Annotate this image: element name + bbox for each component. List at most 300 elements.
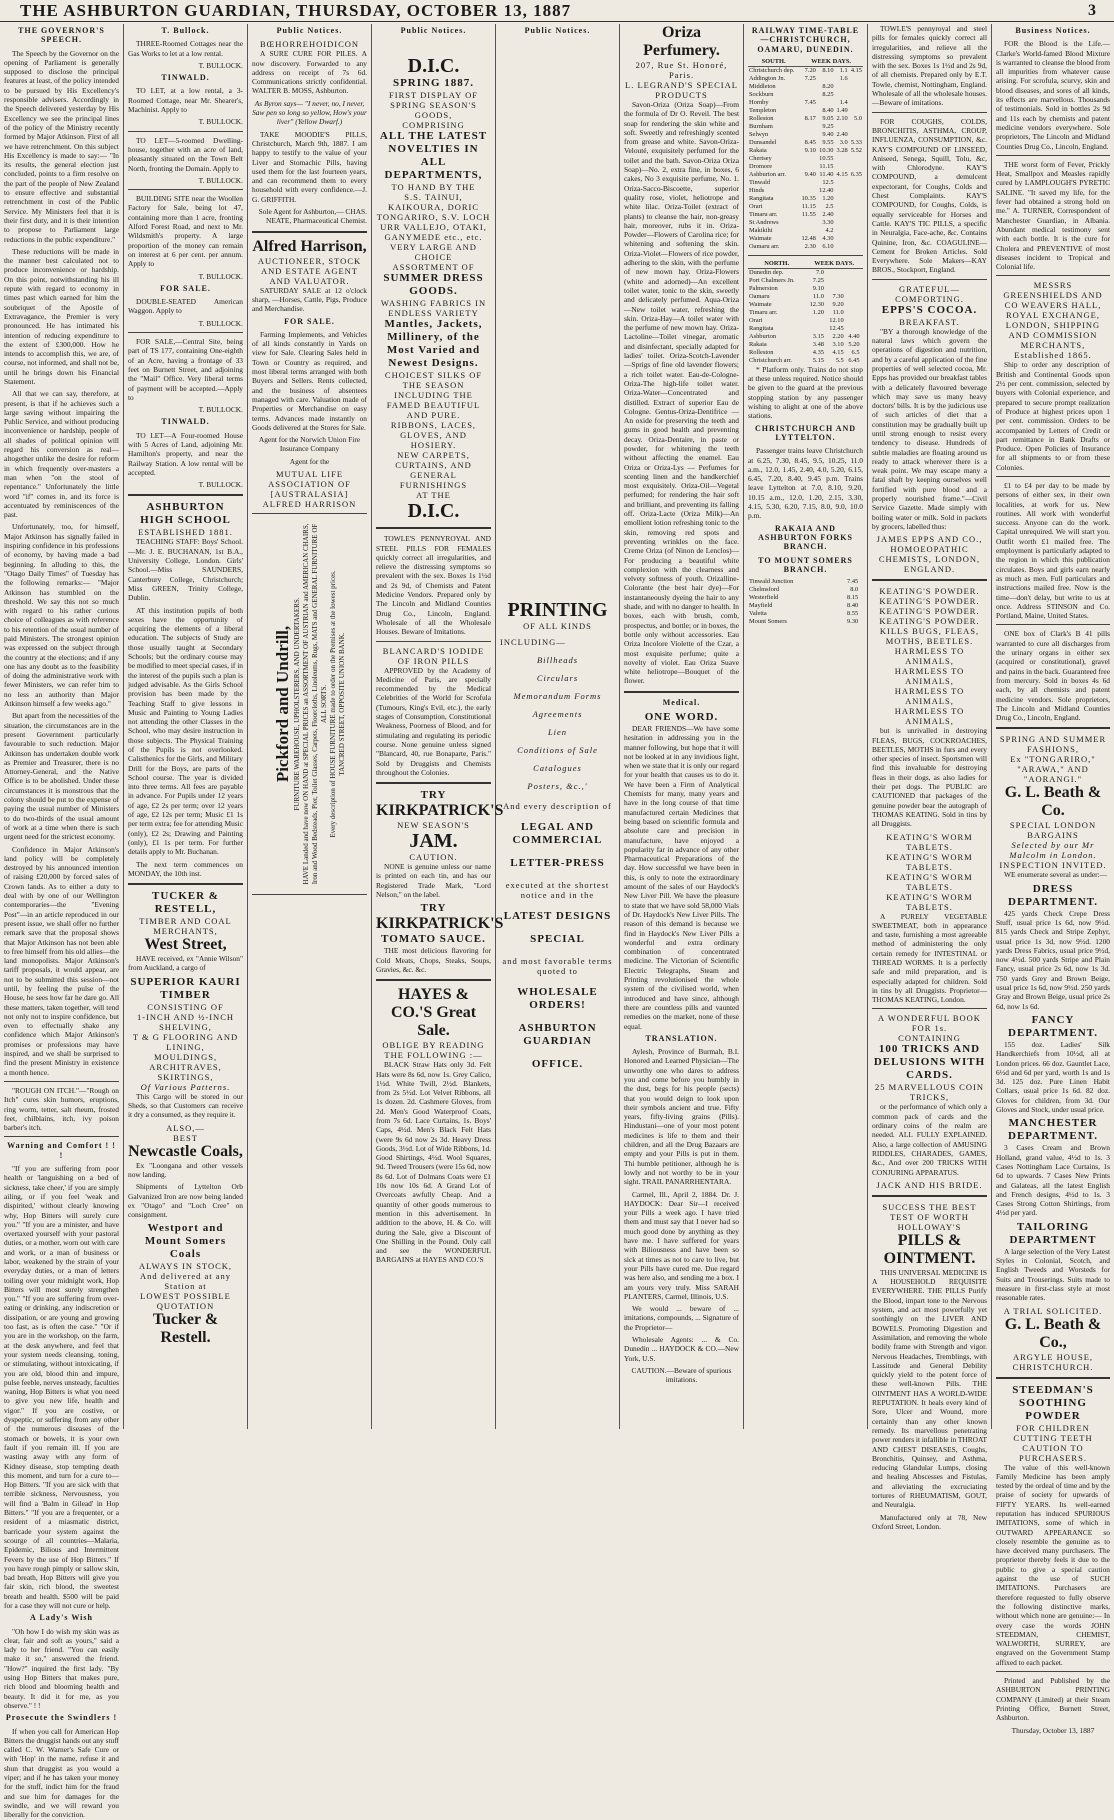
time-cell: 1.49 <box>836 106 848 114</box>
divider <box>376 527 491 529</box>
time-cell: 2.30 <box>804 242 816 250</box>
ad-head: TINWALD. <box>161 417 210 427</box>
printing-item: Posters, &c.,' <box>527 781 588 792</box>
also: ALSO,— <box>166 1122 205 1133</box>
new-season: NEW SEASON'S <box>397 820 470 831</box>
time-cell <box>835 155 849 163</box>
carpets-curtains: NEW CARPETS, CURTAINS, AND GENERAL FURNISHINGS <box>395 450 472 491</box>
timetable-row <box>748 309 863 317</box>
time-cell <box>849 235 863 243</box>
success-test: SUCCESS THE BEST TEST OF WORTH <box>882 1201 977 1222</box>
wonderful-book: A WONDERFUL BOOK FOR 1s. <box>878 1013 981 1034</box>
time-cell <box>845 317 861 325</box>
time-cell: 9.40 <box>804 170 816 178</box>
worm-tablets: KEATING'S WORM TABLETS. <box>886 851 973 872</box>
time-cell: 3.30 <box>822 218 834 226</box>
time-cell <box>861 285 863 293</box>
ad-text: DOUBLE-SEATED American Waggon. Apply to <box>128 297 243 316</box>
timetable-row <box>748 268 863 277</box>
fancy-text: 155 doz. Ladies' Silk Handkerchiefs from 10½d, all at London prices. 66 doz. Gauntlet Lace, 6½d and 6d per yard, worth 1s and 1s 3d. 125 doz. Pure Linen Habit Collars, usual price 1s 6d. 82 doz. Gloves for children, from 3d. Our Gloves and Stock, under usual price. <box>996 1039 1110 1115</box>
keating-text: but is unrivalled in destroying FLEAS, BUGS, COCKROACHES, BEETLES, MOTHS in furs and every other species of insect. Sportsmen will find this invaluable for destroying fleas in their dogs, as also ladies for their pet dogs. The PUBLIC are CAUTIONED that packages of the genuine powder bear the autograph of THOMAS KEATING. Sold in tins by all Druggists. <box>872 726 987 829</box>
legal-commercial: LEGAL AND COMMERCIAL <box>512 821 603 847</box>
towles-pills: TOWLE'S PENNYROYAL AND STEEL PILLS FOR FEMALES quickly correct all irregularities, and relieve the distressing symptoms so prevalent with the sex. Boxes 1s 1½d and 2s 9d, of Chemists and Patent Medicine Vendors. Prepared only by The Lincoln and Midland Counties Drug Co., Lincoln, England. Wholesale of all the Wholesale Houses. Beware of Imitations. <box>376 534 491 637</box>
station-name: Hinds <box>749 186 765 194</box>
gl-bargains: SPECIAL LONDON BARGAINS <box>1009 820 1097 841</box>
time-cell: 8.40 <box>822 106 834 114</box>
manchester-text: 3 Cases Cream and Brown Holland, grand value, 4½d to 1s. 3 Cases Nottingham Lace Curtains, 1s 6d to upwards. 7 Cases New Prints and Galateas, all the latest English and French designs, 4½d to 1s. 3 Cases Strong Cotton Shirtings, from 4½d per yard. <box>996 1143 1110 1218</box>
ad-sign: T. BULLOCK. <box>198 175 243 185</box>
hop-bitters-advert: "If you are suffering from poor health or 'languishing on a bed of sickness, take cheer,' if you are simply ailing, or if you feel 'weak and dispirited,' without clearly knowing why, Hop Bitters will surely cure you." "If you are a minister, and have overtaxed yourself with your pastoral duties, or a mother, worn out with care and work, or a man of business or labor, weakened by the strain of your everyday duties, or a man of letters toiling over your midnight work, Hop Bitters will most surely strengthen you." "If you are suffering from over-eating or drinking, any indiscretion or dissipation, or are young and growing too fast, as is often the case." "Or if you are in the workshop, on the farm, at the desk anywhere, and feel that your system needs cleansing, toning, or stimulating, without intoxicating, if you are old, blood thin and impure, pulse feeble, nerves unsteady, faculties waning, Hop Bitters is what you need to give you new life, health and vigor." If you are costive, or dyspeptic, or suffering from any other of the numerous diseases of the stomach or bowels, it is your own fault if you remain ill. If you are wasting away with any form of Kidney disease, stop tempting death this moment, and turn for a cure to—Hop Bitters. "If you are sick with that terrible sickness, Nervousness, you will find a 'Balm in Gilead' in Hop Bitters." "If you are a frequenter, or a resident of a miasmatic district, barricade your system against the scourge of all countries—Malaria, Epidemic, Bilious and Intermittent Fevers by the use of Hop Bitters." If you have rough pimply or sallow skin, bad breath, Hop Bitters will give you fair skin, rich blood, the sweetest breath and health. $500 will be paid for a case they will not cure or help. <box>4 1164 119 1610</box>
carmel-letter: Carmel, Ill., April 2, 1884. Dr. J. HAYDOCK: Dear Sir—I received your Pills a week ago. I have tried them and must say that I never had so much good done by anything as they have me. I have suffered for years with Biliousness and have been so sick at times as not to care to live, but your Pills have cured me. Due regard was here also, and sending me a box. I am yours very truly. Miss SARAH PLANTERS, Carmel, Illinois, U.S. <box>624 1189 739 1301</box>
station-name: Middleton <box>749 82 776 90</box>
tg-flooring: T & G FLOORING AND LINING, <box>132 1031 239 1052</box>
ad-text: BUILDING SITE near the Woollen Factory for Sale, being lot 47, containing more than 1 acre, fronting Alford Forest Road, and next to Mr. Wildsmith's property. A large proportion of the money can remain on interest at 6 per cent. per annum. Apply to <box>128 194 243 269</box>
caution-text: NONE is genuine unless our name is printed on each tin, and has our Registered Trade Mark, "Lord Nelson," on the label. <box>376 862 491 900</box>
timetable-row <box>748 243 863 251</box>
time-cell <box>849 99 863 107</box>
station-name: Hornby <box>749 98 769 106</box>
time-cell <box>799 219 817 227</box>
hayes-title: HAYES & CO.'S Great Sale. <box>390 986 477 1040</box>
letter-press: LETTER-PRESS <box>510 857 605 870</box>
time-cell: 8.10 <box>822 66 834 74</box>
pickford-name: Pickford and Undrill, <box>272 625 292 783</box>
time-cell <box>859 618 863 626</box>
station-name: Christchurch arr. <box>749 356 792 364</box>
time-cell: 9.10 <box>804 146 816 154</box>
time-cell <box>861 268 863 277</box>
oriza-subtitle: L. LEGRAND'S SPECIAL PRODUCTS <box>625 80 738 100</box>
time-cell: 10.35 <box>801 194 816 202</box>
timetable-row <box>748 341 863 349</box>
oriza-address: 207, Rue St. Honoré, Paris. <box>635 60 728 80</box>
time-cell <box>849 227 863 235</box>
time-cell: 3.28 <box>836 146 848 154</box>
divider <box>376 979 491 981</box>
very-large: VERY LARGE AND CHOICE <box>390 242 477 263</box>
time-cell: 4.40 <box>848 332 860 340</box>
timetable-row <box>748 83 863 91</box>
swindlers-text: If when you call for American Hop Bitters the druggist hands out any stuff called C. W. Warner's Safe Cure or with 'Hop' in the name, refuse it and shun that druggist as you would a viper; and if he has taken your money for the stuff, indict him for the fraud and sue him for damages for the swindle, and we will reward you liberally for the conviction. <box>4 1726 119 1820</box>
steedman-text: The value of this well-known Family Medicine has been amply tested by the ordeal of time and by the praise of society for upwards of FIFTY YEARS. Its well-earned reputation has induced SPURIOUS IMITATIONS, some of which in OUTWARD APPEARANCE so closely resemble the genuine as to have deceived many purchasers. The proprietor thereby feels it due to the public to give a special caution against the use of SUCH IMITATIONS. Purchasers are therefore requested to fully observe the following distinctive marks, without which none are genuine:— In every case the words JOHN STEEDMAN, CHEMIST, WALWORTH, SURREY, are engraved on the Government Stamp affixed to each packet. <box>996 1462 1110 1667</box>
time-cell <box>825 277 845 285</box>
time-cell <box>835 243 849 251</box>
station-name: Burnham <box>749 122 773 130</box>
timetable-row <box>748 277 863 285</box>
ad-head: FOR SALE. <box>160 283 211 293</box>
ad-sign: T. BULLOCK. <box>198 318 243 328</box>
time-cell: 9.55 <box>822 138 834 146</box>
divider <box>128 332 243 333</box>
time-cell <box>835 91 849 99</box>
timetable-row <box>748 107 863 115</box>
all-the-latest: ALL THE LATEST <box>379 130 488 143</box>
byron-poem: As Byron says— "I never, no, I never, Saw pen so long so yellow, How's your liver" (Yellow Dwarf.) <box>252 98 367 127</box>
tucker-sign: Tucker & Restell. <box>152 1311 219 1347</box>
time-cell: 1.4 <box>839 98 848 106</box>
lyttelton-text: Passenger trains leave Christchurch at 6.25, 7.30, 8.45, 9.5, 10.25, 11.0 a.m., 12.0, 1.45, 2.40, 4.0, 5.20, 6.15, 6.45, 7.20, 8.40, 9.45 p.m. Trains leave Lyttelton at 7.0, 8.10, 9.20, 10.15 a.m., 12.0, 1.20, 2.15, 3.30, 4.15, 5.30, 6.20, 7.15, 8.0, 9.0, 10.0 p.m. <box>748 446 863 521</box>
ad-head: TINWALD. <box>161 73 210 83</box>
timetable-row <box>748 325 863 333</box>
holloways: HOLLOWAY'S <box>897 1221 962 1232</box>
time-cell <box>861 333 863 341</box>
timetable-row <box>748 586 863 594</box>
timetable-row <box>748 301 863 309</box>
try: TRY <box>420 789 447 802</box>
printing-item: Lien <box>547 727 568 738</box>
time-cell <box>849 243 863 251</box>
station-name: Selwyn <box>749 130 769 138</box>
article-paragraph: These reductions will be made in the manner best calculated not to produce inconvenience or hardship. On this point, notwithstanding his ill repute with regard to economy in times past which earned for him the soubriquet of the Apostle of Extravagance, the Premier is very pronounced. He has intimated his intention of reducing expenditure to the extent of £300,000. How he intends to accomplish this, we are, of course, not informed, and shall not be, until he brings down his Financial Statement. <box>4 246 119 386</box>
harmless: HARMLESS TO ANIMALS, <box>894 686 965 707</box>
departments: DEPARTMENTS, <box>384 169 483 182</box>
time-cell <box>835 203 849 211</box>
gl-beath-2: G. L. Beath & Co., <box>1004 1315 1102 1351</box>
to-hand: TO HAND BY THE <box>391 182 476 193</box>
timetable-row <box>748 75 863 83</box>
time-cell: 8.17 <box>804 114 816 122</box>
timetable-row <box>748 171 863 179</box>
time-cell: 12.5 <box>822 178 834 186</box>
article-paragraph: But apart from the necessities of the situation, the circumstances are in the present Government particularly favourable to such reduction. Major Atkinson has undertaken double work as Premier and Treasurer, there is no Attorney-General, and the Native Office is to be abolished. Under these circumstances it is monstrous that the colony should be put to the expense of paying the usual number of Ministers to do two-thirds of the usual amount of work at a time when there is such urgent need for the strictest economy. <box>4 711 119 842</box>
time-cell <box>849 179 863 187</box>
towles-pills-2: TOWLE'S pennyroyal and steel pills for females quickly correct all irregularities, and relieve all the distressing symptoms so prevalent with the sex. Boxes 1s 1½d and 2s 9d, of all chemists. Prepared only by E.T. Towle, chemist, Nottingham, England. Wholesale of all the wholesale houses.—Beware of imitations. <box>872 24 987 108</box>
time-cell <box>861 293 863 301</box>
time-cell: 4.2 <box>825 226 834 234</box>
divider <box>872 112 987 113</box>
timetable-row <box>748 349 863 357</box>
time-cell <box>799 155 817 163</box>
time-cell: 3.15 <box>812 332 824 340</box>
ribbons-laces: RIBBONS, LACES, GLOVES, AND HOSIERY. <box>390 420 477 451</box>
time-cell <box>849 195 863 203</box>
divider <box>996 1671 1110 1672</box>
divider <box>128 131 243 132</box>
timetable-row <box>748 293 863 301</box>
time-cell: 6.35 <box>850 170 862 178</box>
timetable-row <box>748 203 863 211</box>
time-cell <box>845 309 861 317</box>
printing-item: Catalogues <box>533 763 582 774</box>
time-cell <box>845 285 861 293</box>
pills-ointment: PILLS & OINTMENT. <box>883 1231 976 1267</box>
one-word-title: ONE WORD. <box>644 711 719 723</box>
dic-title-2: D.I.C. <box>407 500 460 523</box>
spring-1887: SPRING 1887. <box>392 77 475 90</box>
school-text: AT this institution pupils of both sexes have the opportunity of acquiring the elements of a liberal education. The subjects of Study are those usually taught at Secondary Schools; but the ordinary course may be modified to meet special cases, if in the interest of the pupils such a plan is judged advisable. As the Girls School provision has been made by the Teaching Staff to give lessons in Music and Painting to Young Ladies not attending the other Classes in the School, who may desire instruction in those subjects. The Physical Training of the Pupils is not overlooked. Calisthenics for the Girls, and Military Drill for the Boys, are parts of the School course. The year is divided into three terms. All fees are payable in advance. For Pupils under 12 years of age, £2 2s per term; over 12 years of age, £2 12s per term; Music £1 1s per term extra; fee for attending Music (only), £2 2s; Drawing and Painting (only), £1 1s per term. For further details apply to Mr. Buchanan. <box>128 605 243 857</box>
station-name: Makikihi <box>749 226 773 234</box>
time-cell: 2.40 <box>836 130 848 138</box>
divider <box>872 1008 987 1009</box>
time-cell <box>861 277 863 285</box>
time-cell: 9.10 <box>812 284 824 292</box>
including: INCLUDING— <box>500 637 566 648</box>
agent-for: Agent for the <box>289 456 330 466</box>
saturday-sale: SATURDAY SALE at 12 o'clock sharp, —Horses, Cattle, Pigs, Produce and Merchandise. <box>252 285 367 314</box>
printing-item: Memorandum Forms <box>513 691 602 702</box>
dic-title: D.I.C. <box>407 55 460 78</box>
harmless: HARMLESS TO ANIMALS, <box>894 666 965 687</box>
station-name: Orari <box>749 316 763 324</box>
timetable-row <box>748 187 863 195</box>
hayes-subtitle: OBLIGE BY READING THE FOLLOWING :— <box>382 1040 485 1061</box>
time-cell: 12.10 <box>829 316 844 324</box>
pickford-note: Every description of HOUSE FURNITURE made to order on the Premises at the lowest prices. <box>328 570 337 838</box>
time-cell: 7.30 <box>832 292 844 300</box>
page-number: 3 <box>1088 1 1096 19</box>
timetable-row <box>748 317 863 325</box>
timetable-row <box>748 123 863 131</box>
time-cell: 5.33 <box>850 138 862 146</box>
school-established: ESTABLISHED 1881. <box>138 527 233 538</box>
time-cell <box>799 131 817 139</box>
time-cell <box>799 107 817 115</box>
dress-text: 425 yards Check Crepe Dress Stuff, usual price 1s 6d, now 9½d. 815 yards Check and Stripe Zephyr, usual price 1s 3d, now 9½d. 1200 yards Dress Fabrics, usual price 9½d, now 4½d. 500 yards Stripe and Plain Fancy, usual price 2s 6d, now 1s 3d. 750 yards Grey and Brown Beige, usual price 1s 6d, now 9½d. 250 yards Gray and Brown Beige, usual price 2s 6d, now 1s 6d. <box>996 908 1110 1011</box>
weekdays-label: WEEK DAYS. <box>799 58 863 67</box>
timetable-row <box>748 147 863 155</box>
haydock-agents: Wholesale Agents: ... & Co. Dunedin ... HAYDOCK & CO.—New York, U.S. <box>624 1335 739 1363</box>
tailoring-dept: TAILORING DEPARTMENT <box>1009 1220 1097 1246</box>
ships-list: S.S. TAINUI, KAIKOURA, DORIC TONGARIRO, S.V. LOCH URR VALLEJO, OTAKI, GANYMEDE etc., etc. <box>376 192 491 243</box>
column-2 <box>124 24 248 1429</box>
hayes-text: BLACK Straw Hats only 3d. Felt Hats were 8s 6d, now 1s. Grey Calico, 1½d. White Twill, 2½d. Blankets, from 2s 5½d. Lot Velvet Ribbons, all 1s dozen. 2d. Cashmere Gloves, from 2d. Men's Good Waterproof Coats, from 7s 6d. Lace Curtains, 1s. Boys' Caps, 4½d. Men's Black Felt Hats (were 9s 6d now 2s 3d. Heavy Dress Goods, 3½d. Lot of Wide Ribbons, 1d. Good Shirtings, 4½d. Wool Squares, 9d. Tweed Trousers (were 15s 6d, now 8s 6d. Lot of Dolmans Coats were £1 10s now 10s 6d. A Grand Lot of Overcoats awfully Cheap. And a quantity of other goods numerous to mention in this advertisement. In addition to the above, H. & Co. will during the Sale, give a Discount of One Shilling in the Pound. Only call and see the WONDERFUL BARGAINS at HAYES AND CO.'S <box>376 1060 491 1265</box>
station-name: Palmerston <box>749 284 778 292</box>
westport-coals: Westport and Mount Somers Coals <box>144 1222 227 1261</box>
translation-title: TRANSLATION. <box>645 1033 718 1043</box>
timetable-row <box>748 235 863 243</box>
kills-bugs: KILLS BUGS, FLEAS, MOTHS, BEETLES. <box>879 626 980 647</box>
time-cell: 9.20 <box>832 300 844 308</box>
lyttelton-iron: Shipments of Lyttelton Orb Galvanized Iron are now being landed ex "Otago" and "Loch Cree" on consignment. <box>128 1182 243 1220</box>
time-cell: 5.0 <box>854 114 862 122</box>
school-title: ASHBURTON HIGH SCHOOL <box>140 501 231 527</box>
time-cell: 4.15 <box>850 66 862 74</box>
time-cell <box>845 325 861 333</box>
time-cell <box>849 91 863 99</box>
blancard-title: BLANCARD'S IODIDE OF IRON PILLS <box>382 645 485 666</box>
office: OFFICE. <box>531 1058 584 1071</box>
mouldings: MOULDINGS, ARCHITRAVES, SKIRTINGS, <box>149 1051 222 1082</box>
ad-text: TO LET, at a low rental, a 3-Roomed Cottage, near Mr. Shearer's, Machinist. Apply to <box>128 86 243 115</box>
tucker-text: HAVE received, ex "Annie Wilson" from Auckland, a cargo of <box>128 954 243 973</box>
favorable: and most favorable terms quoted to <box>502 956 613 977</box>
blancard-text: APPROVED by the Academy of Medicine of Paris, are specially recommended by the Medical Celebrities of the World for Scrofula (Tumours, King's Evil, etc.), the early stages of Consumption, Constitutional Weakness, Poorness of Blood, and for stimulating and regulating its periodic course. None genuine unless signed "Blancard, 40, rue Bonaparte, Paris." Sold by Druggists and Chemists throughout the Colonies. <box>376 665 491 777</box>
article-paragraph: The Speech by the Governor on the opening of Parliament is generally supposed to disclose the principal features at least, of the policy intended to be pursued by His Excellency's responsible advisers. Accordingly in the Speech delivered yesterday by His Excellency we see the principal lines of the policy of the Ministry recently formed by Major Atkinson. First of all we have retrenchment. On this subject His Excellency is made to say:— "In its results, the general election just concluded, points to a firm resolve on the part of the people of New Zealand to ensure effective and substantial retrenchment in cost of the Public Service. My Ministers feel that it is their first duty, and it is their intention to propose to Parliament large reductions in the public expenditure." <box>4 48 119 244</box>
station-name: Oamaru <box>749 292 770 300</box>
ad-sign: T. BULLOCK. <box>198 405 243 415</box>
time-cell: 8.25 <box>822 90 834 98</box>
executed: executed at the shortest notice and in the <box>505 880 610 901</box>
time-cell: 10.55 <box>819 154 834 162</box>
timetable-row <box>748 91 863 99</box>
column-6 <box>620 24 744 1429</box>
divider <box>128 494 243 496</box>
timetable-row <box>748 610 863 618</box>
time-cell <box>817 75 835 83</box>
time-cell: 3.0 <box>839 138 848 146</box>
station-name: Ashburton arr. <box>749 170 786 178</box>
ad-text: TO LET—5-roomed Dwelling-house, together with an acre of land, pleasantly situated on the Town Belt North, fronting the Domain. Apply to <box>128 135 243 173</box>
time-cell: 11.15 <box>801 202 816 210</box>
kays-coughs: FOR COUGHS, COLDS, BRONCHITIS, ASTHMA, CROUP, INFLUENZA, CONSUMPTION, &c. KAY'S COMPOUND OF LINSEED, Aniseed, Senega, Squill, Tolu, &c, with Chlorodyne. KAY'S COMPOUND, a demulcent expectorant, for Coughs, Colds and Chest Complaints. KAY'S COMPOUND, for Coughs, Colds, is equally serviceable for Horses and Cattle. KAY'S TIC PILLS, a specific in Neuralgia, Face-ache, &c. Contains Quinine, Iron, &c. COAGULINE—Cement for Broken Articles. Sold Everywhere. Sole Makers—KAY BROS., Stockport, England. <box>872 116 987 275</box>
time-cell: 10.30 <box>819 146 834 154</box>
rough-on-itch-notice: "ROUGH ON ITCH."—"Rough on Itch" cures skin humors, eruptions, ring worm, tetter, salt rheum, frosted feet, chilblains, itch, ivy poison barber's itch. <box>4 1085 119 1133</box>
time-cell <box>825 268 845 277</box>
alfred-sign: ALFRED HARRISON <box>262 498 357 509</box>
time-cell <box>859 594 863 602</box>
time-cell <box>799 83 817 91</box>
masthead-title: THE ASHBURTON GUARDIAN, THURSDAY, OCTOBER 13, 1887 <box>20 0 572 20</box>
article-paragraph: All that we can say, therefore, at present, is that if he achieves such a large saving without impairing the Public Service, and without producing inconvenience or hardship, people of all shades of political opinion will regard his conversion as real—altogether unlike the desire for reform in which frequently over-masters a man when "on the stool of repentance." Unfortunately the little word "if" comes in, and its force is accentuated by reminiscences of the past. <box>4 389 119 520</box>
tucker-street: West Street, <box>144 936 227 954</box>
time-cell <box>799 179 817 187</box>
money-advert: £1 to £4 per day to be made by persons of either sex, in their own localities, at work for us. New routines. All work with wonderful success. Anyone can do the work. Capital unrequired. We will start you. Outfit worth £1 mailed free. The employment is particularly adapted to the region in which this publication circulates. Boys and girls earn nearly as much as men. Full particulars and instructions mailed free. Now is the time—don't delay, but write to us at once. Address STINSON and Co. Portland, Maine, United States. <box>996 480 1110 621</box>
time-cell <box>849 131 863 139</box>
section-head: Public Notices. <box>524 26 591 35</box>
time-cell <box>859 578 863 586</box>
medical-head: Medical. <box>662 697 701 707</box>
tricks: 100 TRICKS AND DELUSIONS WITH CARDS. <box>873 1043 986 1082</box>
station-name: Waimate <box>749 234 772 242</box>
pyretic-saline: THE worst form of Fever, Prickly Heat, Smallpox and Measles rapidly cured by LAMPLOUGH'S PYRETIC SALINE. "It saved my life, for the fever had obtained a strong hold on me." A. TURNER, Correspondent of Manchester Guardian, in Albania. Abundant medical testimony sent with each bottle. It is the cure for Cholera and PREVENTIVE of most diseases incident to Tropical and Colonial life. <box>996 159 1110 272</box>
time-cell: 1.1 <box>839 66 848 74</box>
time-cell <box>849 123 863 131</box>
column-8 <box>868 24 992 1531</box>
time-cell: 7.25 <box>804 74 816 82</box>
timetable-south <box>748 58 863 251</box>
timetable-row <box>748 578 863 586</box>
steedman-subtitle: FOR CHILDREN CUTTING TEETH <box>1013 1422 1093 1443</box>
jam: JAM. <box>409 830 458 853</box>
first-display: FIRST DISPLAY OF SPRING SEASON'S GOODS, <box>389 90 478 121</box>
divider <box>872 279 987 280</box>
timetable-row <box>748 594 863 602</box>
timetable-row <box>748 357 863 365</box>
time-cell <box>799 227 817 235</box>
jack-and-bride: JACK AND HIS BRIDE. <box>876 1179 983 1190</box>
time-cell: 12.30 <box>809 300 824 308</box>
station-name: Sockburn <box>749 90 774 98</box>
best: BEST <box>173 1132 198 1143</box>
time-cell: 7.0 <box>815 268 824 276</box>
time-cell: 5.15 <box>812 356 824 364</box>
time-cell <box>861 325 863 333</box>
time-cell: 5.20 <box>848 340 860 348</box>
time-cell: 2.40 <box>822 210 834 218</box>
time-cell: 4.15 <box>836 170 848 178</box>
station-name: Rolleston <box>749 348 774 356</box>
time-cell <box>861 357 863 365</box>
time-cell <box>835 195 849 203</box>
section-head: Business Notices. <box>1015 26 1091 35</box>
station-name: Timaru arr. <box>749 308 778 316</box>
pickford-text: HAVE Landed and have now ON HAND at SPECIAL PRICES an ASSORTMENT OF AUSTRIAN and AMERICAN CHAIRS, Iron and Wood Bedsteads, Pier, Toilet Glasses, Carpets, Floorcloths, Linoleums, Rugs, MATS and GENERAL FURNITURE OF ALL SORTS. <box>301 523 328 885</box>
worm-tablets: KEATING'S WORM TABLETS. <box>886 831 973 852</box>
time-cell: 8.40 <box>847 602 859 610</box>
greenshields-text: Ship to order any description of British and Continental Goods upon 2½ per cent. commission, selected by buyers with Colonial experience, and prepared to secure prompt realization of Produce at highest prices upon 1 per cent. commission. Orders to be accompanied by Letters of Credit or part remittance in Bank Drafts or Produce. Open Policies of Insurance for all shipments to or from these Colonies. <box>996 360 1110 472</box>
norwich-agent: Agent for the Norwich Union Fire Insurance Company <box>258 435 361 454</box>
time-cell: 3.10 <box>832 340 844 348</box>
mutual-life: MUTUAL LIFE ASSOCIATION OF [AUSTRALASIA] <box>268 468 351 499</box>
time-cell: 4.35 <box>812 348 824 356</box>
station-name: Port Chalmers Jn. <box>749 276 795 284</box>
divider <box>4 1081 119 1082</box>
neate-agent: Sole Agent for Ashburton,— CHAS. NEATE, Pharmaceutical Chemist. <box>258 207 367 226</box>
station-name: Addington Jn. <box>749 74 786 82</box>
spring-fashions: SPRING AND SUMMER FASHIONS, <box>999 734 1107 755</box>
time-cell <box>845 293 861 301</box>
for-sale-text: Farming Implements, and Vehicles of all kinds constantly in Yards on view for Sale. Clearing Sales held in Town or Country as required, and most liberal terms arranged with both Buyers and Sellers. Rents collected, and the business of absentees managed with care. Valuation made of Properties or Merchandise on easy terms. Advances made instantly on Goods delivered at the Stores for Sale. <box>252 329 367 432</box>
caution: CAUTION. <box>409 852 458 863</box>
of-all-kinds: OF ALL KINDS <box>523 621 592 632</box>
station-name: Ashburton <box>749 332 776 340</box>
mantles-jackets: Mantles, Jackets, Millinery, of the Most Varied and Newest Designs. <box>384 318 483 370</box>
masthead <box>0 0 1114 22</box>
ad-text: THREE-Roomed Cottages near the Gas Works to let at a low rental. <box>128 39 243 58</box>
greenshields-title: MESSRS GREENSHIELDS AND CO WEAVERS HALL, ROYAL EXCHANGE, LONDON, SHIPPING AND COMMISSION MERCHANTS, Established 1865. <box>1003 280 1103 361</box>
epps-text: "BY a thorough knowledge of the natural laws which govern the operations of digestion and nutrition, and by a careful application of the fine properties of well selected cocoa, Mr. Epps has provided our breakfast tables with a delicately flavoured beverage which may save us many heavy doctors' bills. It is by the judicious use of such articles of diet that a constitution may be gradually built up until strong enough to resist every tendency to disease. Hundreds of subtle maladies are floating around us ready to attack wherever there is a weak point. We may escape many a fatal shaft by keeping ourselves well fortified with pure blood and a properly nourished frame."—Civil Service Gazette. Made simply with boiling water or milk. Sold in packets by grocers, labelled thus: <box>872 326 987 531</box>
time-cell: 4.15 <box>832 348 844 356</box>
ad-sign: T. BULLOCK. <box>198 480 243 490</box>
divider <box>376 641 491 642</box>
time-cell: 1.20 <box>822 194 834 202</box>
gl-selected: Selected by our Mr Malcolm in London. <box>1009 840 1097 861</box>
column-9 <box>992 24 1114 1735</box>
moodie-pills: TAKE MOODIE'S PILLS, Christchurch, March 9th, 1887. I am happy to testify to the value of your Liver and Stomachic Pills, having used them for the last fourteen years, and can recommend them to every household with every confidence.—J. G. GRIFFITH. <box>252 129 367 204</box>
oriza-title: Oriza Perfumery. <box>643 24 720 59</box>
station-name: Tinwald <box>749 178 771 186</box>
station-name: St Andrews <box>749 218 779 226</box>
haydock-warning: We would ... beware of ... imitations, compounds, ... Signature of the Proprietor— <box>624 1304 739 1332</box>
worm-tablets: KEATING'S WORM TABLETS. <box>886 871 973 892</box>
time-cell: 11.55 <box>801 210 816 218</box>
station-name: Rakaia <box>749 146 767 154</box>
choicest-silks: CHOICEST SILKS OF THE SEASON INCLUDING THE FAMED BEAUTIFUL AND PURE. <box>384 370 483 421</box>
time-cell: 8.55 <box>847 610 859 618</box>
station-name: Dunedin dep. <box>749 268 784 276</box>
time-cell: 11.40 <box>819 170 834 178</box>
divider <box>748 255 863 256</box>
time-cell <box>849 211 863 219</box>
station-name: Valetta <box>749 610 767 618</box>
ad-sign: T. BULLOCK. <box>198 117 243 127</box>
time-cell <box>845 277 861 285</box>
ashburton-guardian: ASHBURTON GUARDIAN <box>518 1022 597 1048</box>
printing-item: Billheads <box>536 655 579 666</box>
time-cell <box>849 219 863 227</box>
time-cell: 11.15 <box>819 162 834 170</box>
delivered: And delivered at any Station at <box>139 1271 232 1292</box>
timetable-mount-somers <box>748 578 863 626</box>
station-name: Mayfield <box>749 602 773 610</box>
breakfast: BREAKFAST. <box>899 316 960 327</box>
time-cell <box>861 341 863 349</box>
time-cell <box>845 301 861 309</box>
time-cell: 11.0 <box>813 292 824 300</box>
time-cell <box>835 187 849 195</box>
ad-head: T. Bullock. <box>161 26 210 35</box>
time-cell: 5.52 <box>850 146 862 154</box>
timetable-row <box>748 211 863 219</box>
divider <box>996 624 1110 625</box>
trial-solicited: A TRIAL SOLICITED. <box>1003 1305 1103 1316</box>
divider <box>996 476 1110 477</box>
station-name: Christchurch dep. <box>749 66 795 74</box>
school-next-term: The next term commences on MONDAY, the 10th inst. <box>128 859 243 878</box>
ad-text: FOR SALE,—Central Site, being part of TS 177, containing One-eighth of an Acre, having a frontage of 33 feet on Burnett Street, and adjoining the "Mail" Office. Very liberal terms of payment will be accepted.—Apply to <box>128 337 243 402</box>
coin-tricks: 25 MARVELLOUS COIN TRICKS, <box>875 1082 984 1103</box>
time-cell: 9.25 <box>822 122 834 130</box>
